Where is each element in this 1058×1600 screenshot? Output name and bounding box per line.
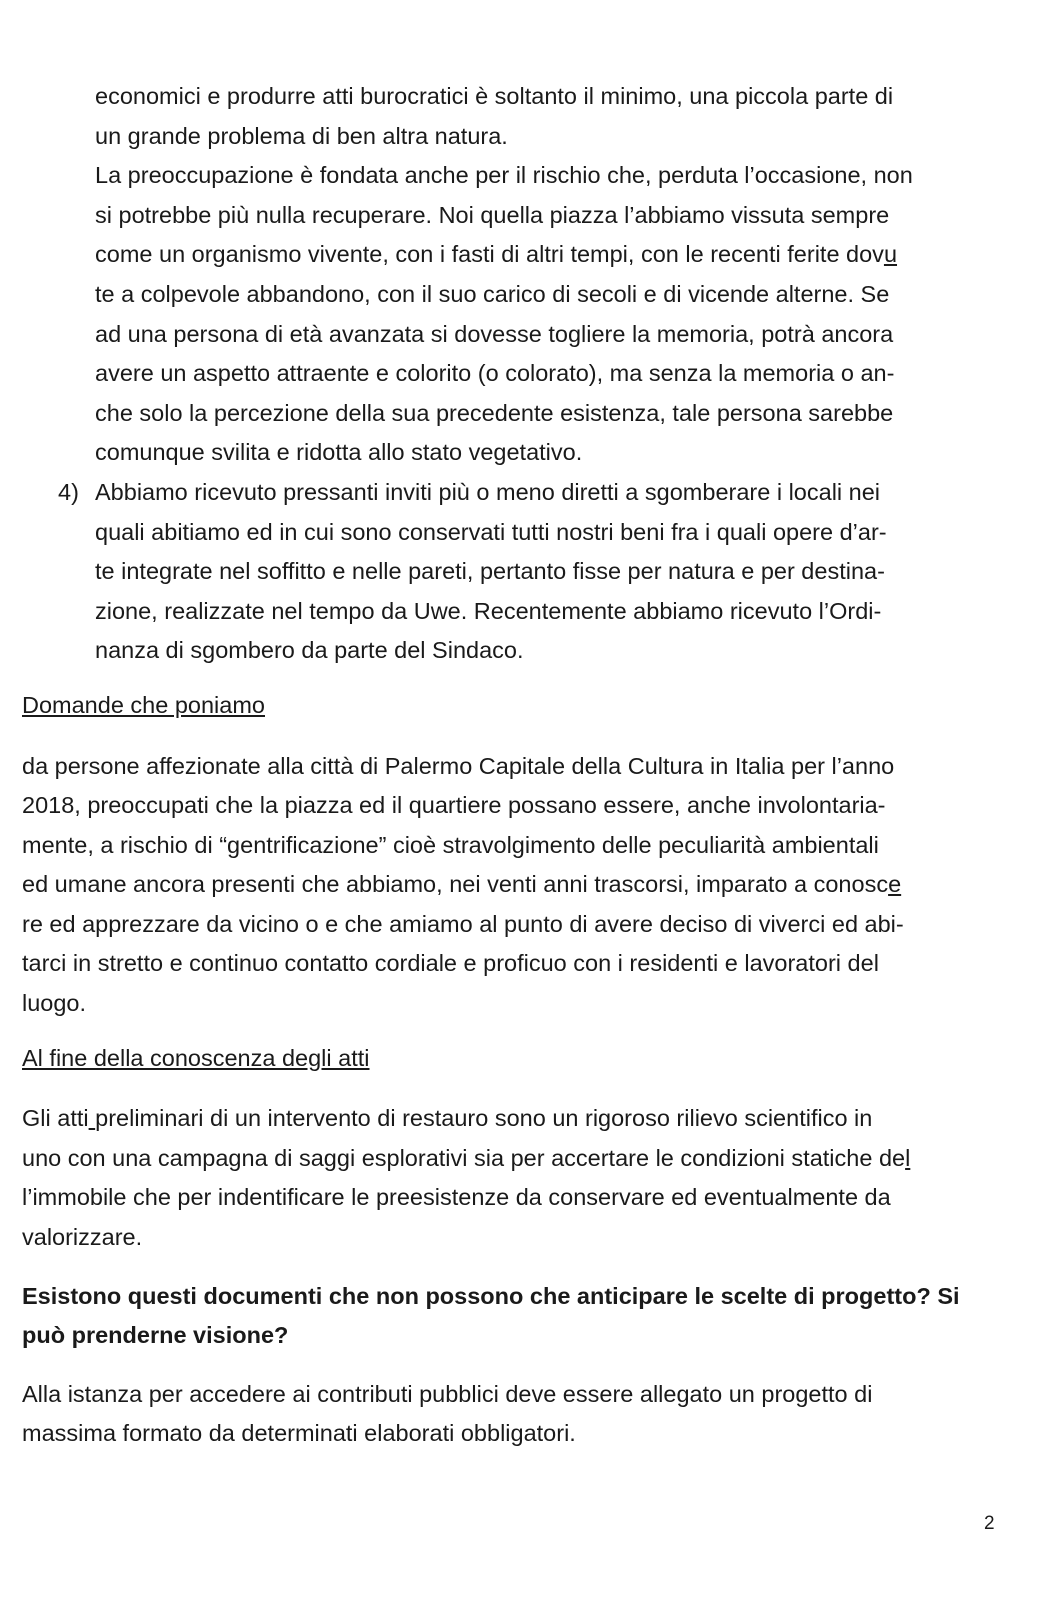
underlined-char: u [883,241,898,268]
text-line: l’immobile che per indentificare le preesistenze da conservare ed eventualmente da [22,1184,891,1211]
final-paragraph [22,1375,1002,1454]
text-line: re ed apprezzare da vicino o e che amiamo al punto di avere deciso di viverci ed abi- [22,910,904,937]
text-line: può prenderne visione? [22,1322,289,1349]
text-segment: preliminari di un intervento di restauro sono un rigoroso rilievo scientifico in [95,1105,873,1132]
text-line: un grande problema di ben altra natura. [95,122,508,149]
text-line [95,235,995,275]
list-marker: 4) [58,478,79,505]
text-line: quali abitiamo ed in cui sono conservati tutti nostri beni fra i quali opere d’ar- [95,518,887,545]
text-line [22,1139,1002,1179]
text-line: La preoccupazione è fondata anche per il rischio che, perduta l’occasione, non [95,162,913,189]
domande-paragraph [22,747,1002,1024]
text-line: che solo la percezione della sua precedente esistenza, tale persona sarebbe [95,399,894,426]
text-line: Esistono questi documenti che non possono che anticipare le scelte di progetto? Si [22,1282,960,1309]
text-line: nanza di sgombero da parte del Sindaco. [95,637,524,664]
text-line [22,865,1002,905]
atti-paragraph [22,1099,1002,1257]
text-line: massima formato da determinati elaborati obbligatori. [22,1420,576,1447]
text-line: 2018, preoccupati che la piazza ed il quartiere possano essere, anche involontaria- [22,792,886,819]
text-line: zione, realizzate nel tempo da Uwe. Recentemente abbiamo ricevuto l’Ordi- [95,597,882,624]
text-segment: ed umane ancora presenti che abbiamo, nei venti anni trascorsi, imparato a conosc [22,871,889,898]
text-line: luogo. [22,990,87,1017]
text-line: valorizzare. [22,1224,143,1251]
page-number: 2 [984,1513,995,1534]
text-line: te integrate nel soffitto e nelle pareti, pertanto fisse per natura e per destina- [95,558,885,585]
underlined-char: e [888,871,902,898]
heading-text: Al fine della conoscenza degli atti [22,1044,370,1071]
text-line: te a colpevole abbandono, con il suo carico di secoli e di vicende alterne. Se [95,280,890,307]
text-line: da persone affezionate alla città di Palermo Capitale della Cultura in Italia per l’anno [22,752,895,779]
heading-text: Domande che poniamo [22,691,265,718]
text-line: comunque svilita e ridotta allo stato vegetativo. [95,439,583,466]
text-segment: uno con una campagna di saggi esplorativi sia per accertare le condizioni statiche de [22,1144,906,1171]
continuation-paragraph [95,77,995,473]
section-heading-atti [22,1039,1002,1079]
text-line [22,1099,1002,1139]
text-line: Abbiamo ricevuto pressanti inviti più o meno diretti a sgomberare i locali nei [95,478,881,505]
list-item-4 [58,473,995,671]
text-line: Alla istanza per accedere ai contributi pubblici deve essere allegato un progetto di [22,1380,873,1407]
text-segment: come un organismo vivente, con i fasti di altri tempi, con le recenti ferite dov [95,241,884,268]
question-paragraph [22,1277,1002,1356]
section-heading-domande [22,686,1002,726]
text-line: economici e produrre atti burocratici è soltanto il minimo, una piccola parte di [95,83,894,109]
text-line: mente, a rischio di “gentrificazione” cioè stravolgimento delle peculiarità ambientali [22,831,879,858]
page-body [22,77,1002,1454]
text-segment: Gli atti [22,1105,89,1132]
text-line: ad una persona di età avanzata si dovesse togliere la memoria, potrà ancora [95,320,894,347]
text-line: avere un aspetto attraente e colorito (o colorato), ma senza la memoria o an- [95,360,895,387]
underlined-char: l [905,1144,911,1171]
text-line: si potrebbe più nulla recuperare. Noi quella piazza l’abbiamo vissuta sempre [95,201,890,228]
text-line: tarci in stretto e continuo contatto cordiale e proficuo con i residenti e lavoratori del [22,950,879,977]
